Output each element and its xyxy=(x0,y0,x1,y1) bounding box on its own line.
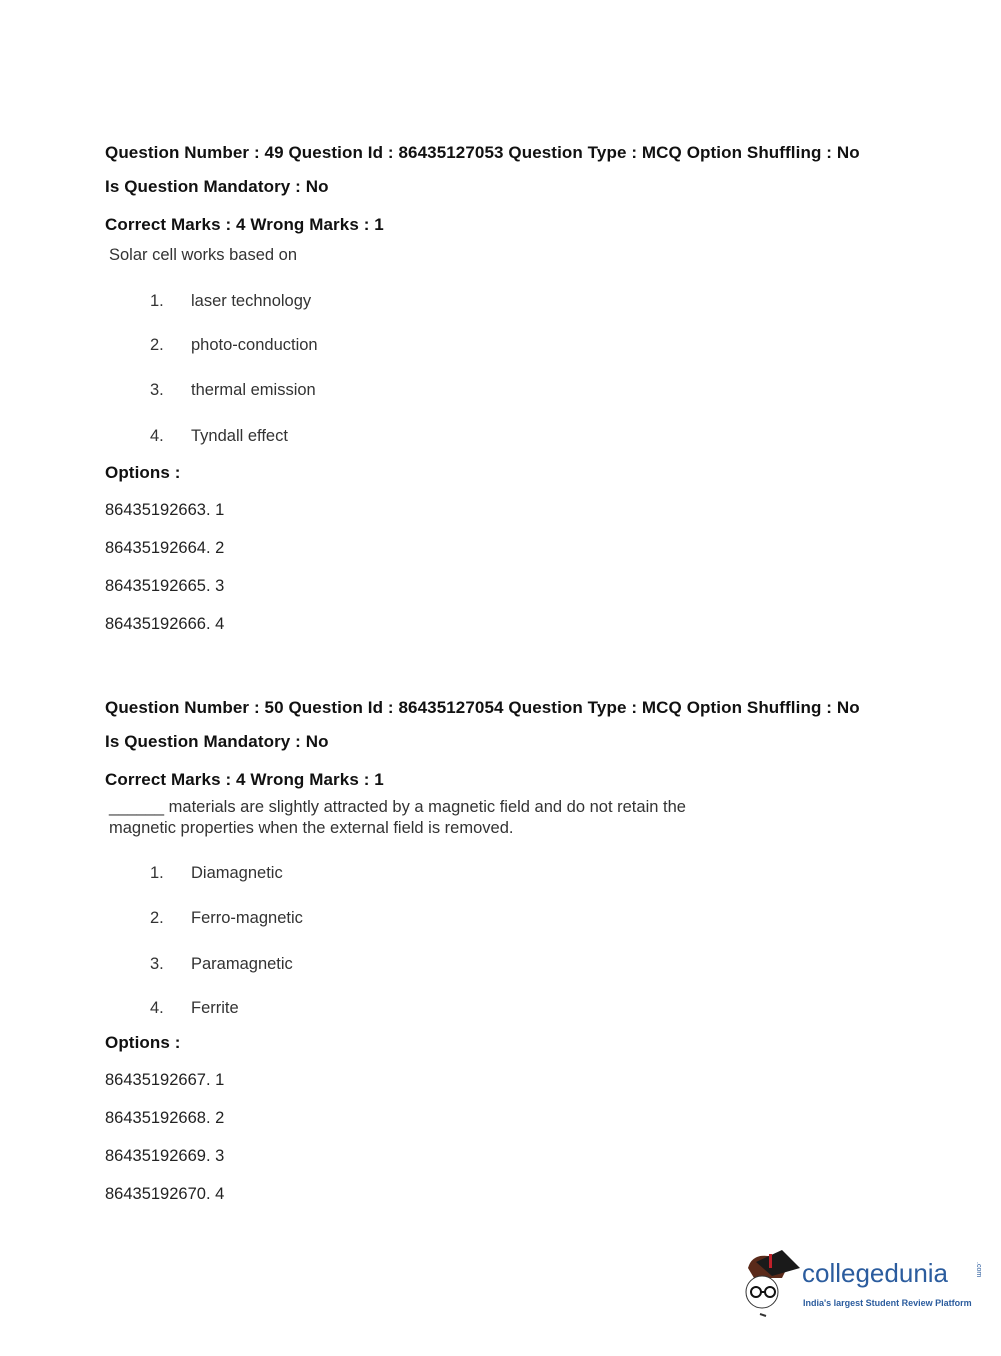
collegedunia-logo xyxy=(742,1248,987,1320)
logo-brand: collegedunia xyxy=(802,1258,949,1288)
logo-suffix: .com xyxy=(975,1262,982,1278)
question-mandatory: Is Question Mandatory : No xyxy=(105,732,329,751)
option-id: 86435192664. 2 xyxy=(105,539,225,557)
choice-number: 3. xyxy=(150,381,164,399)
choice-number: 4. xyxy=(150,999,164,1017)
question-marks: Correct Marks : 4 Wrong Marks : 1 xyxy=(105,215,384,234)
question-text: ______ materials are slightly attracted by a magnetic field and do not retain the xyxy=(109,798,686,816)
option-id: 86435192670. 4 xyxy=(105,1185,225,1203)
choice-text: thermal emission xyxy=(191,381,316,399)
choice-number: 2. xyxy=(150,336,164,354)
choice-number: 4. xyxy=(150,427,164,445)
option-id: 86435192669. 3 xyxy=(105,1147,225,1165)
choice-number: 1. xyxy=(150,864,164,882)
choice-text: laser technology xyxy=(191,292,312,310)
choice-text: photo-conduction xyxy=(191,336,318,354)
logo-tagline: India's largest Student Review Platform xyxy=(803,1298,972,1308)
question-mandatory: Is Question Mandatory : No xyxy=(105,177,329,196)
choice-number: 2. xyxy=(150,909,164,927)
option-id: 86435192668. 2 xyxy=(105,1109,225,1127)
question-marks: Correct Marks : 4 Wrong Marks : 1 xyxy=(105,770,384,789)
choice-number: 3. xyxy=(150,955,164,973)
option-id: 86435192663. 1 xyxy=(105,501,225,519)
choice-text: Ferro-magnetic xyxy=(191,909,303,927)
question-text: magnetic properties when the external field is removed. xyxy=(109,819,514,837)
option-id: 86435192665. 3 xyxy=(105,577,225,595)
choice-text: Diamagnetic xyxy=(191,864,283,882)
options-label: Options : xyxy=(105,463,181,482)
option-id: 86435192666. 4 xyxy=(105,615,225,633)
mascot-icon xyxy=(742,1248,802,1320)
question-header: Question Number : 49 Question Id : 86435127053 Question Type : MCQ Option Shuffling : No xyxy=(105,143,860,162)
choice-text: Ferrite xyxy=(191,999,239,1017)
choice-number: 1. xyxy=(150,292,164,310)
question-text: Solar cell works based on xyxy=(109,246,298,264)
choice-text: Tyndall effect xyxy=(191,427,288,445)
question-header: Question Number : 50 Question Id : 86435127054 Question Type : MCQ Option Shuffling : No xyxy=(105,698,860,717)
options-label: Options : xyxy=(105,1033,181,1052)
option-id: 86435192667. 1 xyxy=(105,1071,225,1089)
choice-text: Paramagnetic xyxy=(191,955,293,973)
